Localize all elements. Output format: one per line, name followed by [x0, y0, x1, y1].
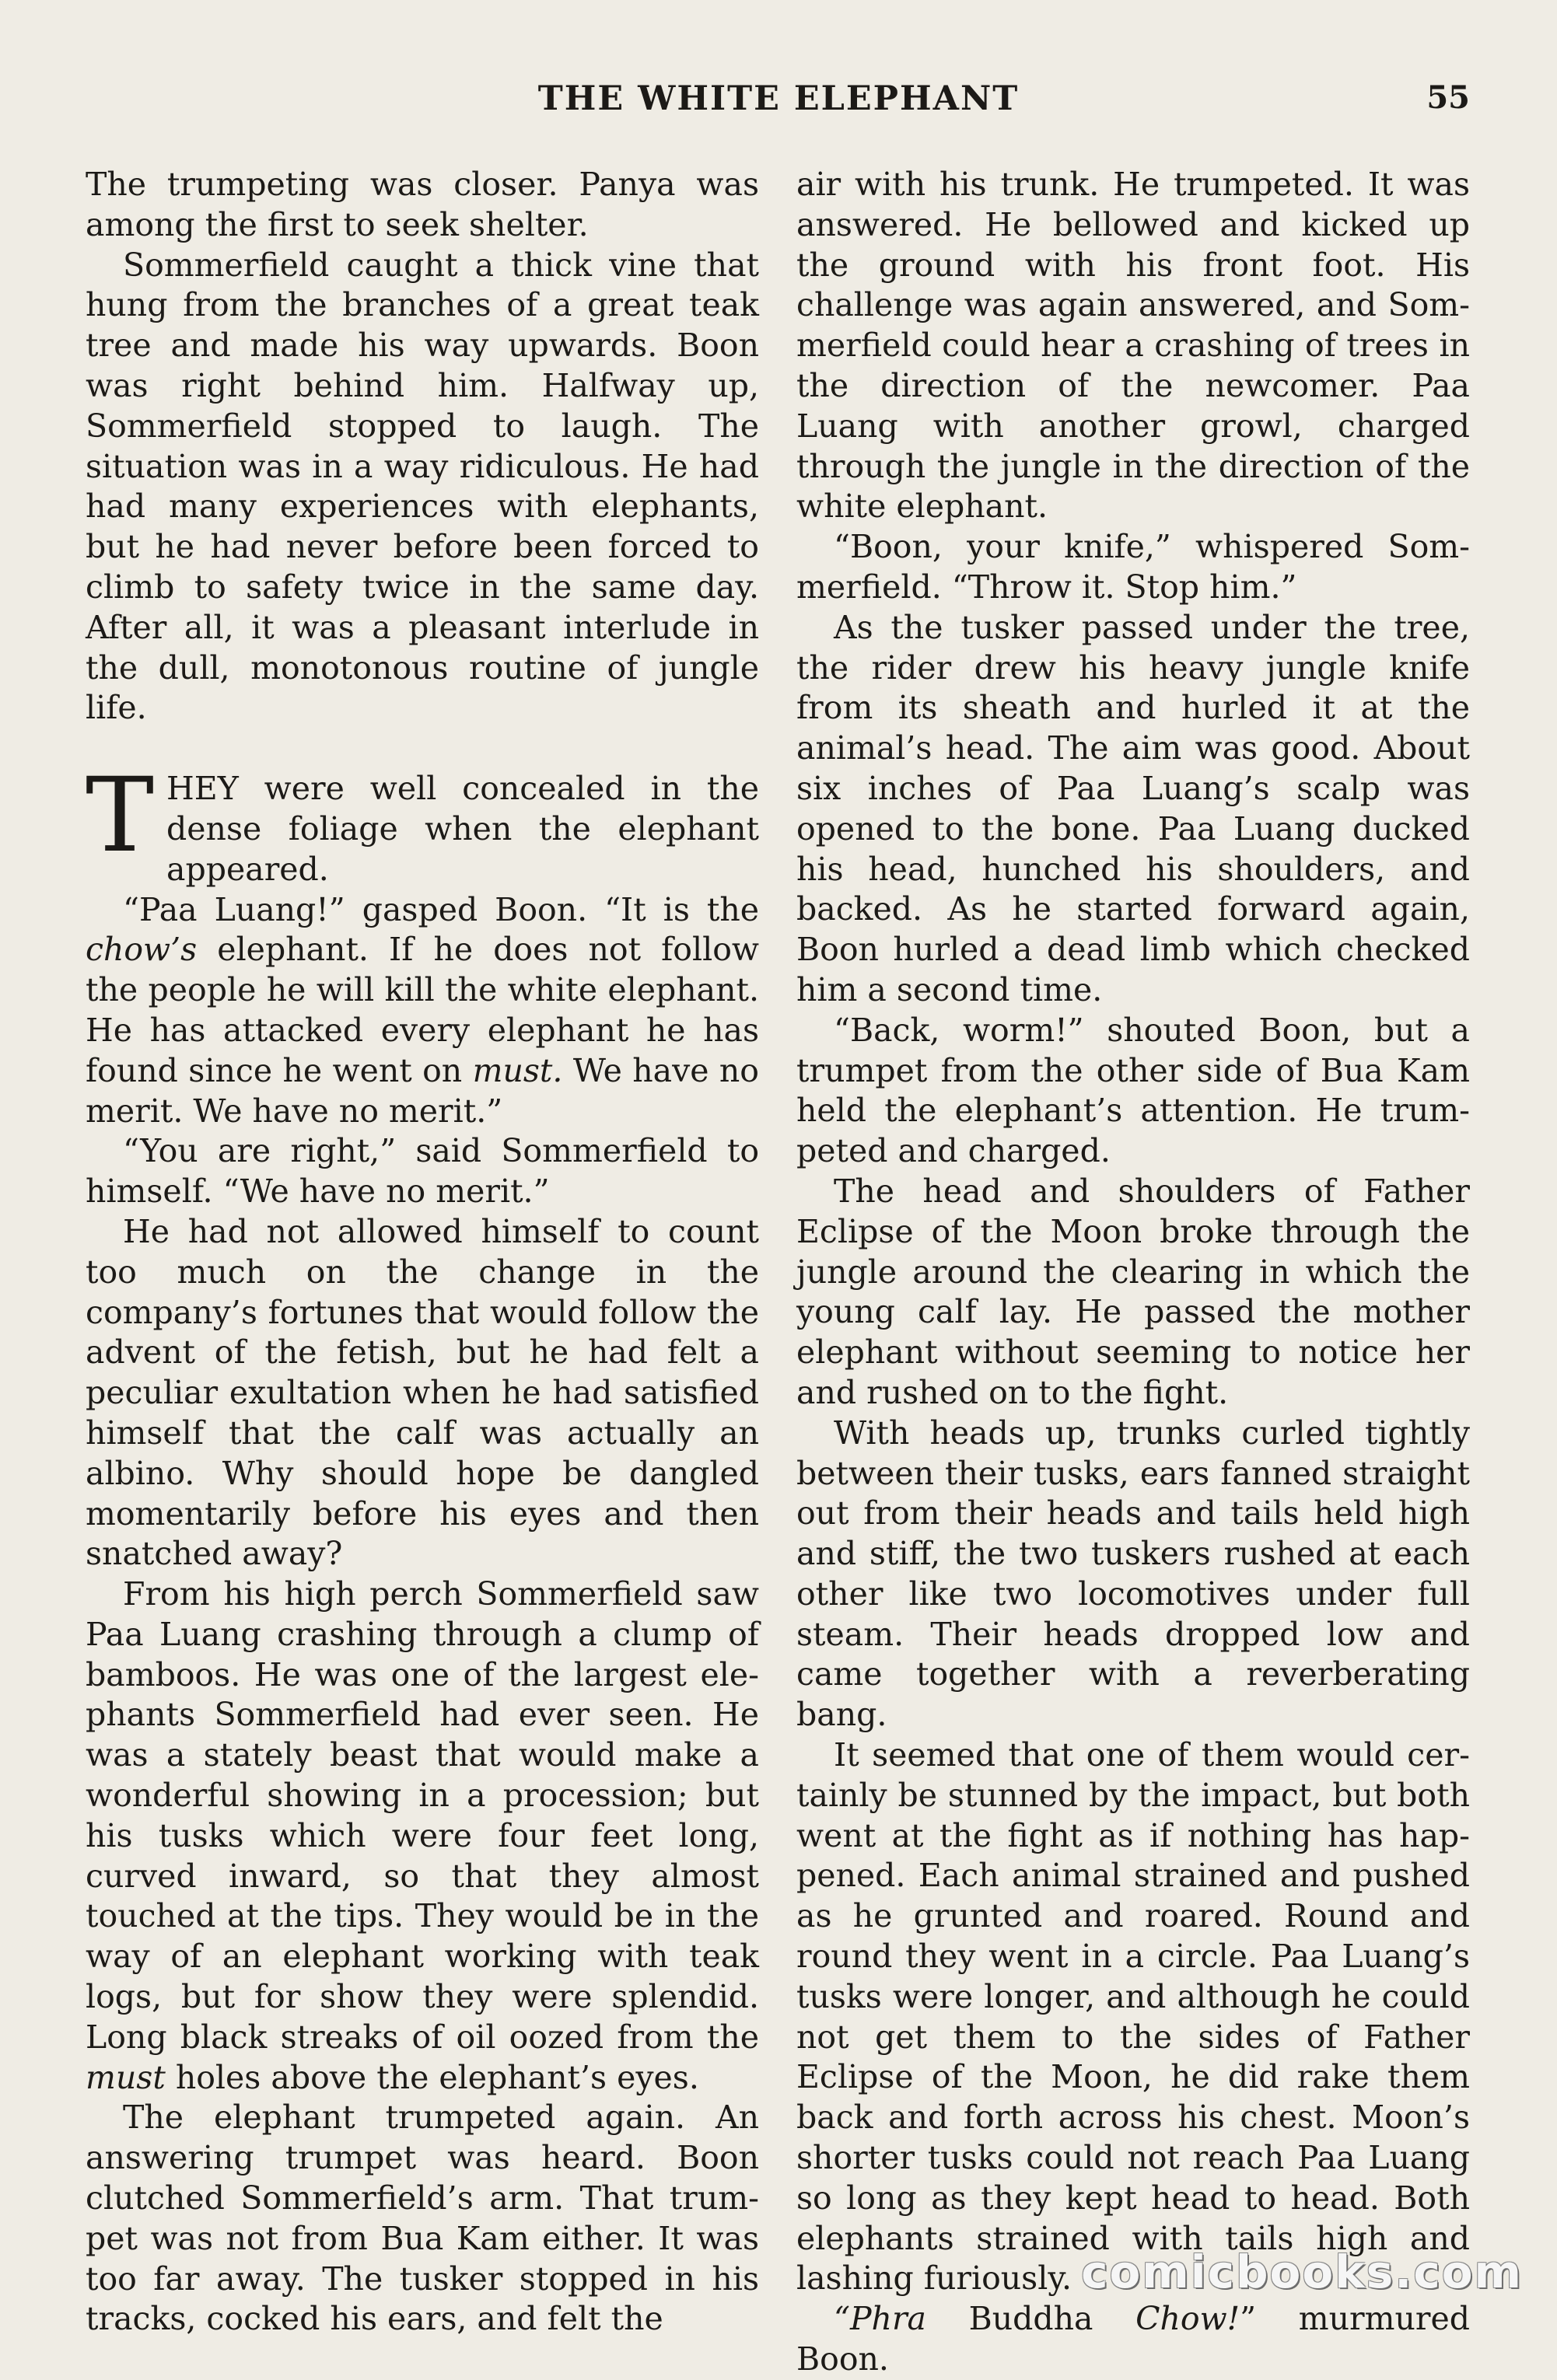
paragraph: Sommerfield caught a thick vine that hung from the branches of a great teak tree and made his way upwards. Boon was right behind him. Halfway up, Sommerfield stopped to laugh. The situation was in a way ridiculous. He had had many experiences with elephants, but he had never before been forced to climb to safety twice in the same day. After all, it was a pleasant interlude in the dull, monotonous routine of jungle life.: [86, 246, 759, 727]
paragraph: air with his trunk. He trumpeted. It was answered. He bellowed and kicked up the ground with his front foot. His challenge was again answered, and Sommerfield could hear a crashing of trees in the direction of the newcomer. Paa Luang with another growl, charged through the jungle in the direction of the white elephant.: [796, 166, 1470, 526]
drop-cap: T: [86, 756, 155, 876]
italic-run: must: [86, 2058, 166, 2096]
paragraph: With heads up, trunks curled tightly between their tusks, ears fanned straight out from their heads and tails held high and stiff, the two tuskers rushed at each other like two locomotives under full steam. Their heads dropped low and came together with a reverberating bang.: [796, 1414, 1470, 1734]
text-run: holes above the elephant’s eyes.: [165, 2058, 699, 2096]
text-run: “Paa Luang!” gasped Boon. “It is the: [123, 890, 759, 928]
left-column: [86, 165, 759, 2340]
right-column: [796, 165, 1470, 2380]
text-run: From his high perch Sommerfield saw Paa Luang crashing through a clump of bamboos. He was one of the largest elephants Sommerfield had ever seen. He was a stately beast that would make a wonderful showing in a procession; but his tusks which were four feet long, curved inward, so that they almost touched at the tips. They would be in the way of an elephant working with teak logs, but for show they were splendid. Long black streaks of oil oozed from the: [86, 1575, 759, 2056]
text-run: We have no merit. We have no merit.”: [86, 1051, 759, 1130]
paragraph: [796, 2299, 1470, 2380]
paragraph: The elephant trumpeted again. An answering trumpet was heard. Boon clutched Sommerfield’s arm. That trumpet was not from Bua Kam either. It was too far away. The tusker stopped in his tracks, cocked his ears, and felt the: [86, 2099, 759, 2338]
paragraph: [86, 1574, 759, 2098]
paragraph: [86, 890, 759, 1132]
italic-run: chow’s: [86, 931, 198, 969]
text-run: elephant. If he does not follow the people he will kill the white elephant. He has attacked every elephant he has found since he went on: [86, 931, 759, 1089]
paragraph: The head and shoulders of Father Eclipse of the Moon broke through the jungle around the clearing in which the young calf lay. He passed the mother elephant without seeming to notice her and rushed on to the fight.: [796, 1172, 1470, 1411]
page-header: [87, 79, 1470, 126]
watermark: comicbooks.com: [1081, 2245, 1523, 2298]
italic-run: Chow!: [1135, 2300, 1240, 2338]
paragraph: As the tusker passed under the tree, the rider drew his heavy jungle knife from its sheath and hurled it at the animal’s head. The aim was good. About six inches of Paa Luang’s scalp was opened to the bone. Paa Luang ducked his head, hunched his shoulders, and backed. As he started forward again, Boon hurled a dead limb which checked him a second time.: [796, 608, 1470, 1008]
paragraph: It seemed that one of them would certainly be stunned by the impact, but both went at the fight as if nothing has happened. Each animal strained and pushed as he grunted and roared. Round and round they went in a circle. Paa Luang’s tusks were longer, and although he could not get them to the sides of Father Eclipse of the Moon, he did rake them back and forth across his chest. Moon’s shorter tusks could not reach Paa Luang so long as they kept head to head. Both elephants strained with tails high and lashing furiously.: [796, 1736, 1470, 2298]
section-start-paragraph: [86, 756, 759, 889]
paragraph: “You are right,” said Sommerfield to himself. “We have no merit.”: [86, 1132, 759, 1211]
paragraph: The trumpeting was closer. Panya was among the first to seek shelter.: [86, 166, 759, 243]
paragraph: “Boon, your knife,” whispered Sommerfield. “Throw it. Stop him.”: [796, 528, 1470, 606]
paragraph-text: were well concealed in the dense foliage when the elephant appeared.: [166, 770, 759, 888]
italic-run: must.: [472, 1051, 563, 1089]
running-head-title: THE WHITE ELEPHANT: [537, 79, 1020, 118]
text-run: Buddha: [926, 2300, 1136, 2338]
page-number: 55: [1426, 79, 1470, 116]
italic-run: “Phra: [834, 2300, 926, 2338]
paragraph: “Back, worm!” shouted Boon, but a trumpet from the other side of Bua Kam held the elephant’s attention. He trumpeted and charged.: [796, 1011, 1470, 1170]
small-caps-lead: HEY: [166, 770, 239, 808]
text-run: ” murmured Boon.: [796, 2300, 1470, 2378]
paragraph: He had not allowed himself to count too much on the change in the company’s fortunes that would follow the advent of the fetish, but he had felt a peculiar exultation when he had satisfied himself that the calf was actually an albino. Why should hope be dangled momentarily before his eyes and then snatched away?: [86, 1212, 759, 1573]
